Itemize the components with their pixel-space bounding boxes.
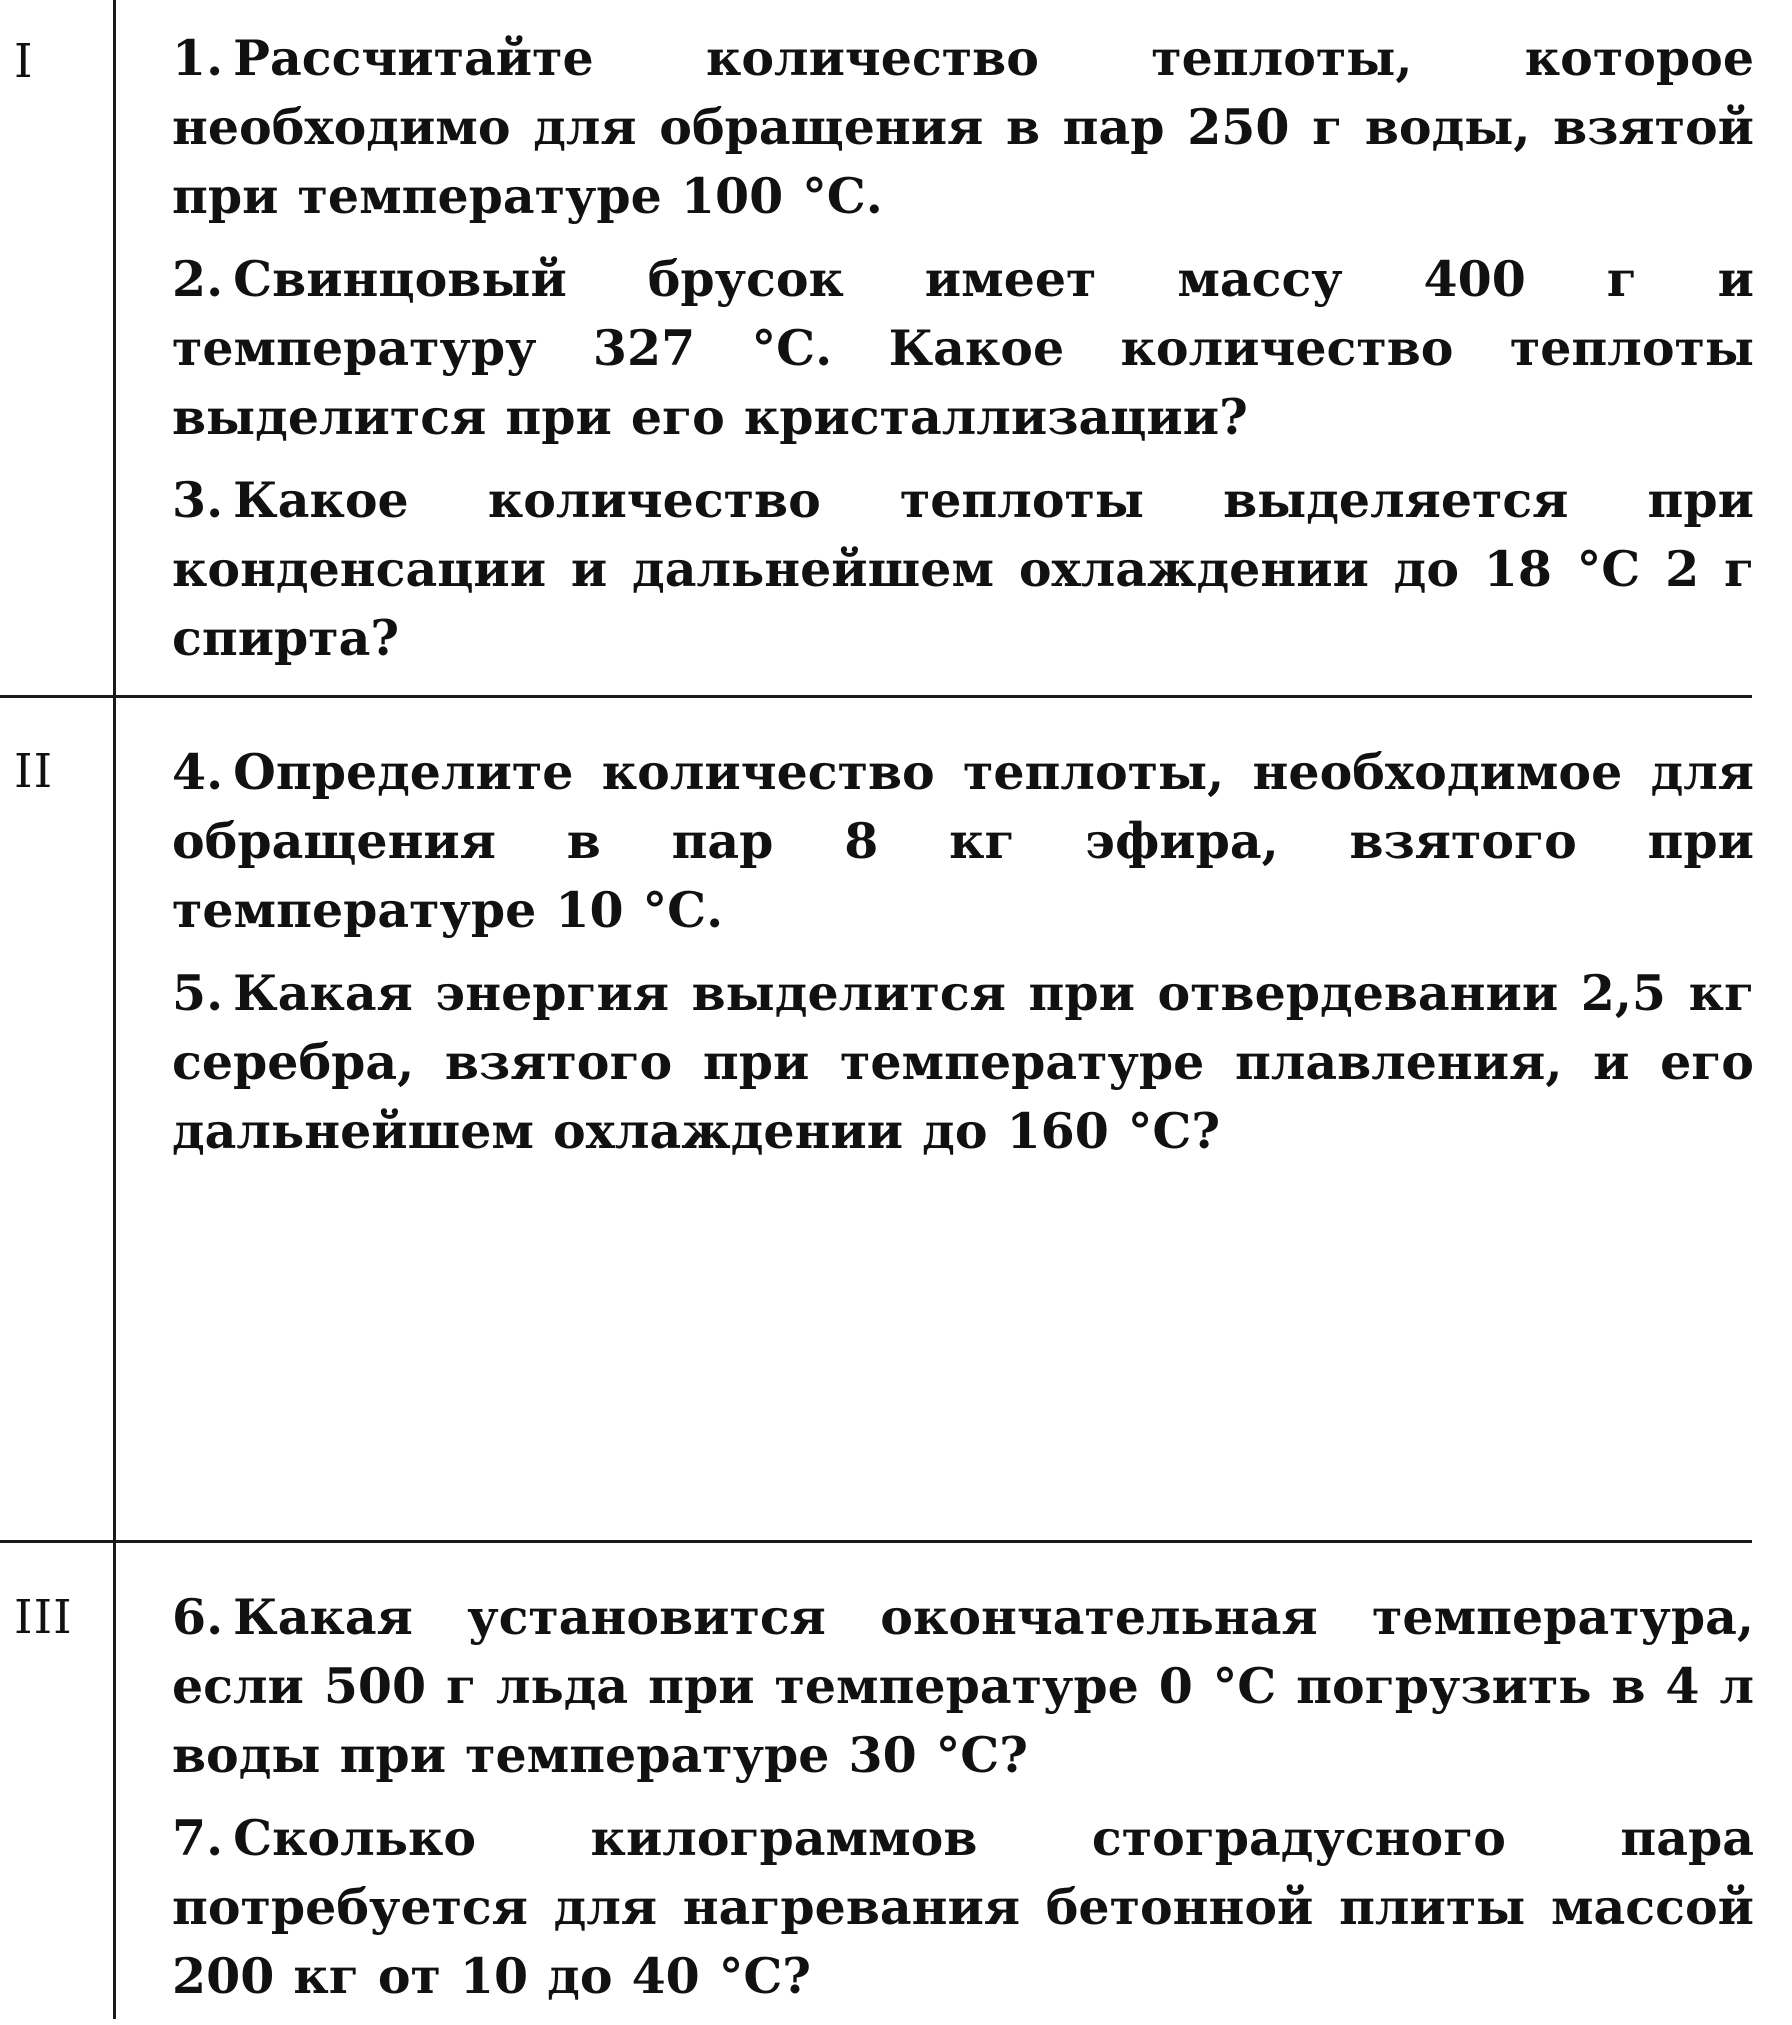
task-text: Определите количество теплоты, необходимое для обращения в пар 8 кг эфира, взятого при температуре 10 °С. <box>172 743 1754 939</box>
task-text: Сколько килограммов стоградусного пара потребуется для нагревания бетонной плиты массой 200 кг от 10 до 40 °С? <box>172 1809 1754 2005</box>
level-label-1: I <box>14 34 34 89</box>
section-divider <box>0 695 1752 698</box>
task-text: Какая энергия выделится при отвердевании 2,5 кг серебра, взятого при температуре плавления, и его дальнейшем охлаждении до 160 °С? <box>172 964 1754 1160</box>
task-number: 4. <box>172 743 224 801</box>
task-number: 6. <box>172 1588 224 1646</box>
section-level-2 <box>172 738 1754 1180</box>
task-text: Рассчитайте количество теплоты, которое необходимо для обращения в пар 250 г воды, взятой при температуре 100 °С. <box>172 29 1754 225</box>
task-text: Какое количество теплоты выделяется при конденсации и дальнейшем охлаждении до 18 °С 2 г спирта? <box>172 471 1754 667</box>
task-number: 5. <box>172 964 224 1022</box>
task-text: Свинцовый брусок имеет массу 400 г и температуру 327 °С. Какое количество теплоты выделится при его кристаллизации? <box>172 250 1754 446</box>
task-4 <box>172 738 1754 945</box>
task-5 <box>172 959 1754 1166</box>
section-divider <box>0 1540 1752 1543</box>
level-label-3: III <box>14 1590 73 1645</box>
section-level-3 <box>172 1583 1754 2025</box>
task-number: 2. <box>172 250 224 308</box>
task-text: Какая установится окончательная температура, если 500 г льда при температуре 0 °С погрузить в 4 л воды при температуре 30 °С? <box>172 1588 1754 1784</box>
level-label-2: II <box>14 744 54 799</box>
task-number: 7. <box>172 1809 224 1867</box>
task-7 <box>172 1804 1754 2011</box>
task-number: 3. <box>172 471 224 529</box>
section-level-1 <box>172 24 1754 687</box>
task-1 <box>172 24 1754 231</box>
task-number: 1. <box>172 29 224 87</box>
column-divider <box>113 0 116 2019</box>
task-2 <box>172 245 1754 452</box>
task-3 <box>172 466 1754 673</box>
task-6 <box>172 1583 1754 1790</box>
